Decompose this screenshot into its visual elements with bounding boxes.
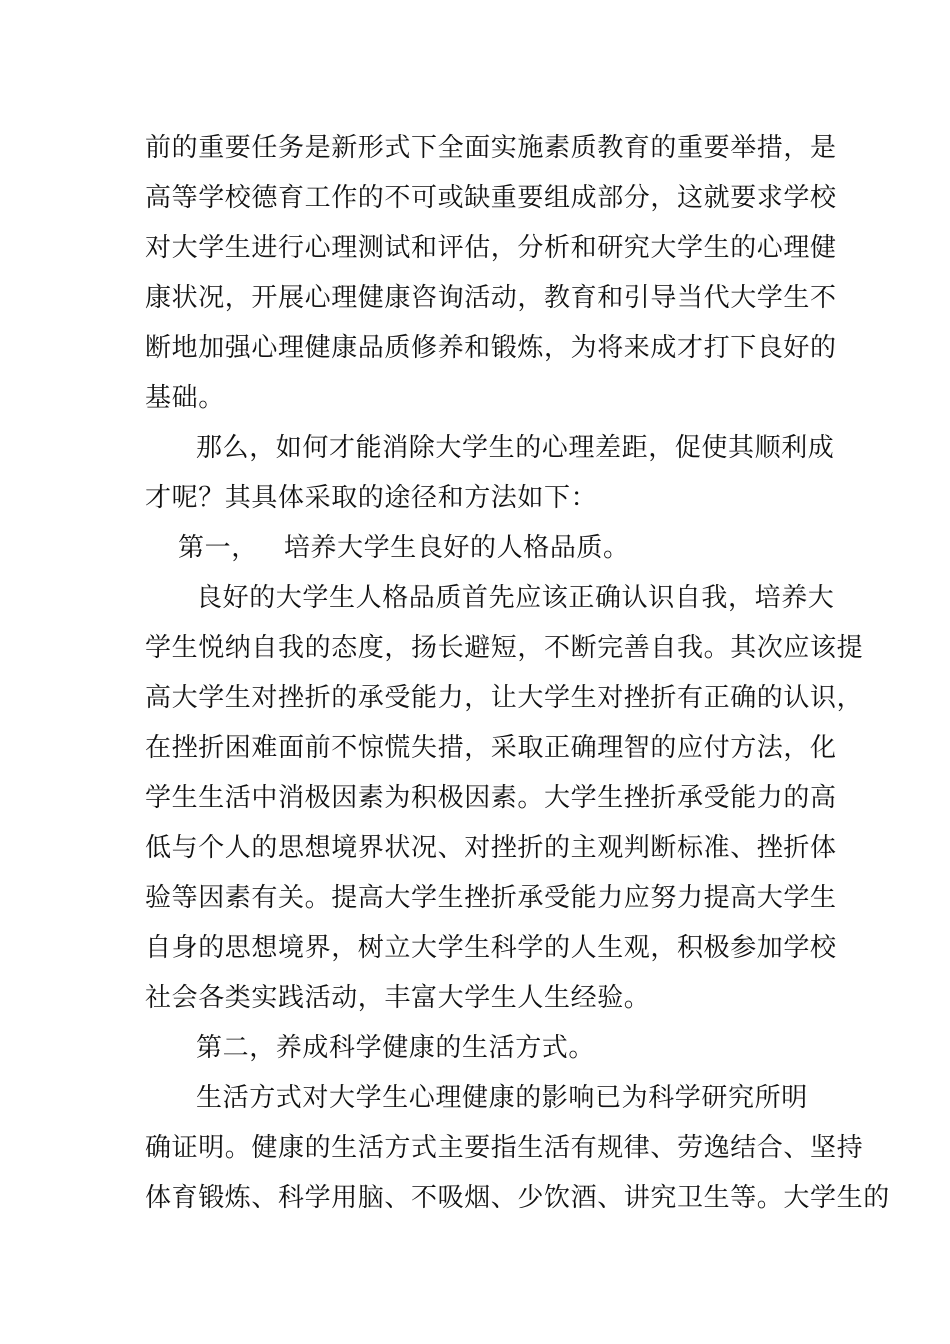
paragraph-first-line: 生活方式对大学生心理健康的影响已为科学研究所明 bbox=[196, 1083, 808, 1113]
section-heading-2: 第二，养成科学健康的生活方式。 bbox=[196, 1033, 596, 1063]
text-line: 学生生活中消极因素为积极因素。大学生挫折承受能力的高 bbox=[145, 783, 837, 813]
text-line: 体育锻炼、科学用脑、不吸烟、少饮酒、讲究卫生等。大学生的 bbox=[145, 1183, 890, 1213]
text-line: 确证明。健康的生活方式主要指生活有规律、劳逸结合、坚持 bbox=[145, 1133, 864, 1163]
text-line: 学生悦纳自我的态度，扬长避短，不断完善自我。其次应该提 bbox=[145, 633, 864, 663]
text-line: 基础。 bbox=[145, 383, 225, 413]
paragraph-first-line: 那么，如何才能消除大学生的心理差距，促使其顺利成 bbox=[196, 433, 835, 463]
text-line: 社会各类实践活动，丰富大学生人生经验。 bbox=[145, 983, 651, 1013]
section-title: 培养大学生良好的人格品质。 bbox=[283, 533, 630, 563]
text-line: 康状况，开展心理健康咨询活动，教育和引导当代大学生不 bbox=[145, 283, 837, 313]
text-line: 断地加强心理健康品质修养和锻炼，为将来成才打下良好的 bbox=[145, 333, 837, 363]
text-line: 在挫折困难面前不惊慌失措，采取正确理智的应付方法，化 bbox=[145, 733, 837, 763]
text-line: 验等因素有关。提高大学生挫折承受能力应努力提高大学生 bbox=[145, 883, 837, 913]
text-line: 高等学校德育工作的不可或缺重要组成部分，这就要求学校 bbox=[145, 183, 837, 213]
text-line: 才呢？其具体采取的途径和方法如下： bbox=[145, 483, 598, 513]
text-line: 低与个人的思想境界状况、对挫折的主观判断标准、挫折体 bbox=[145, 833, 837, 863]
text-line: 高大学生对挫折的承受能力，让大学生对挫折有正确的认识， bbox=[145, 683, 864, 713]
section-heading-1 bbox=[178, 533, 630, 563]
paragraph-first-line: 良好的大学生人格品质首先应该正确认识自我，培养大 bbox=[196, 583, 835, 613]
text-line: 自身的思想境界，树立大学生科学的人生观，积极参加学校 bbox=[145, 933, 837, 963]
section-number: 第一， bbox=[178, 533, 258, 563]
text-line: 对大学生进行心理测试和评估，分析和研究大学生的心理健 bbox=[145, 233, 837, 263]
text-line: 前的重要任务是新形式下全面实施素质教育的重要举措，是 bbox=[145, 133, 837, 163]
